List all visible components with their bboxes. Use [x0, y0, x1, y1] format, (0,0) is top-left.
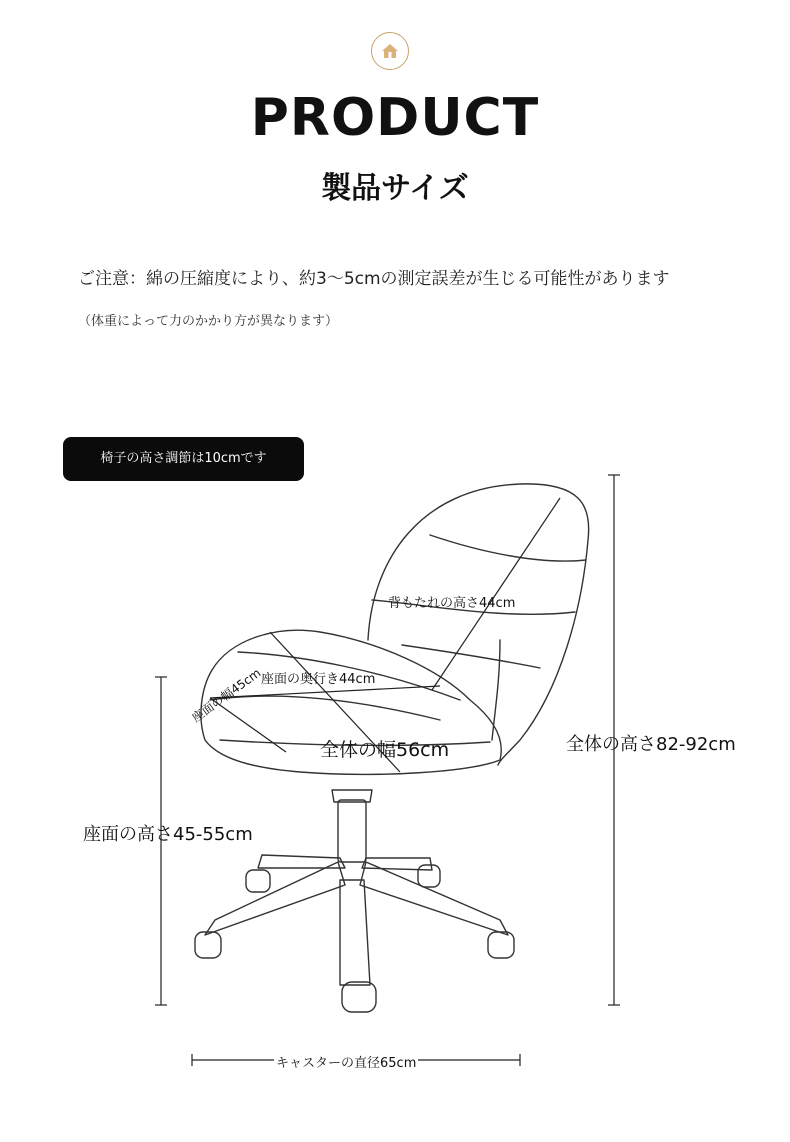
base-leg-backright — [362, 858, 432, 870]
page-title: PRODUCT — [250, 88, 540, 148]
page-subtitle: 製品サイズ — [321, 171, 469, 206]
caster-backright — [418, 865, 440, 887]
caster-left — [195, 932, 221, 958]
seat-width-label: 座面の幅45cm — [189, 665, 264, 725]
base-leg-right — [360, 862, 508, 935]
backrest-seam-1 — [430, 535, 586, 561]
total-width-label: 全体の幅56cm — [320, 739, 450, 761]
caster-diameter-label: キャスターの直径65cm — [274, 1052, 418, 1071]
chair-backrest — [368, 484, 589, 765]
seat-height-label: 座面の高さ45-55cm — [83, 824, 253, 845]
measurement-notice: ご注意：綿の圧縮度により、約3～5cmの測定誤差が生じる可能性があります — [78, 269, 670, 289]
seat-seam-1 — [210, 696, 440, 720]
caster-backleft — [246, 870, 270, 892]
caster-front — [342, 982, 376, 1012]
backrest-height-label: 背もたれの高さ44cm — [388, 596, 516, 611]
total-height-label: 全体の高さ82-92cm — [566, 734, 736, 755]
height-adjust-badge: 椅子の高さ調節は10cmです — [63, 437, 304, 481]
gas-lift — [338, 800, 366, 862]
weight-notice: （体重によって力のかかり方が異なります） — [78, 314, 339, 329]
base-leg-left — [205, 862, 345, 935]
caster-right — [488, 932, 514, 958]
seat-depth-label: 座面の奥行き44cm — [261, 672, 376, 687]
base-leg-backleft — [258, 855, 345, 868]
base-leg-front — [340, 880, 370, 985]
backrest-seam-3 — [402, 645, 540, 668]
